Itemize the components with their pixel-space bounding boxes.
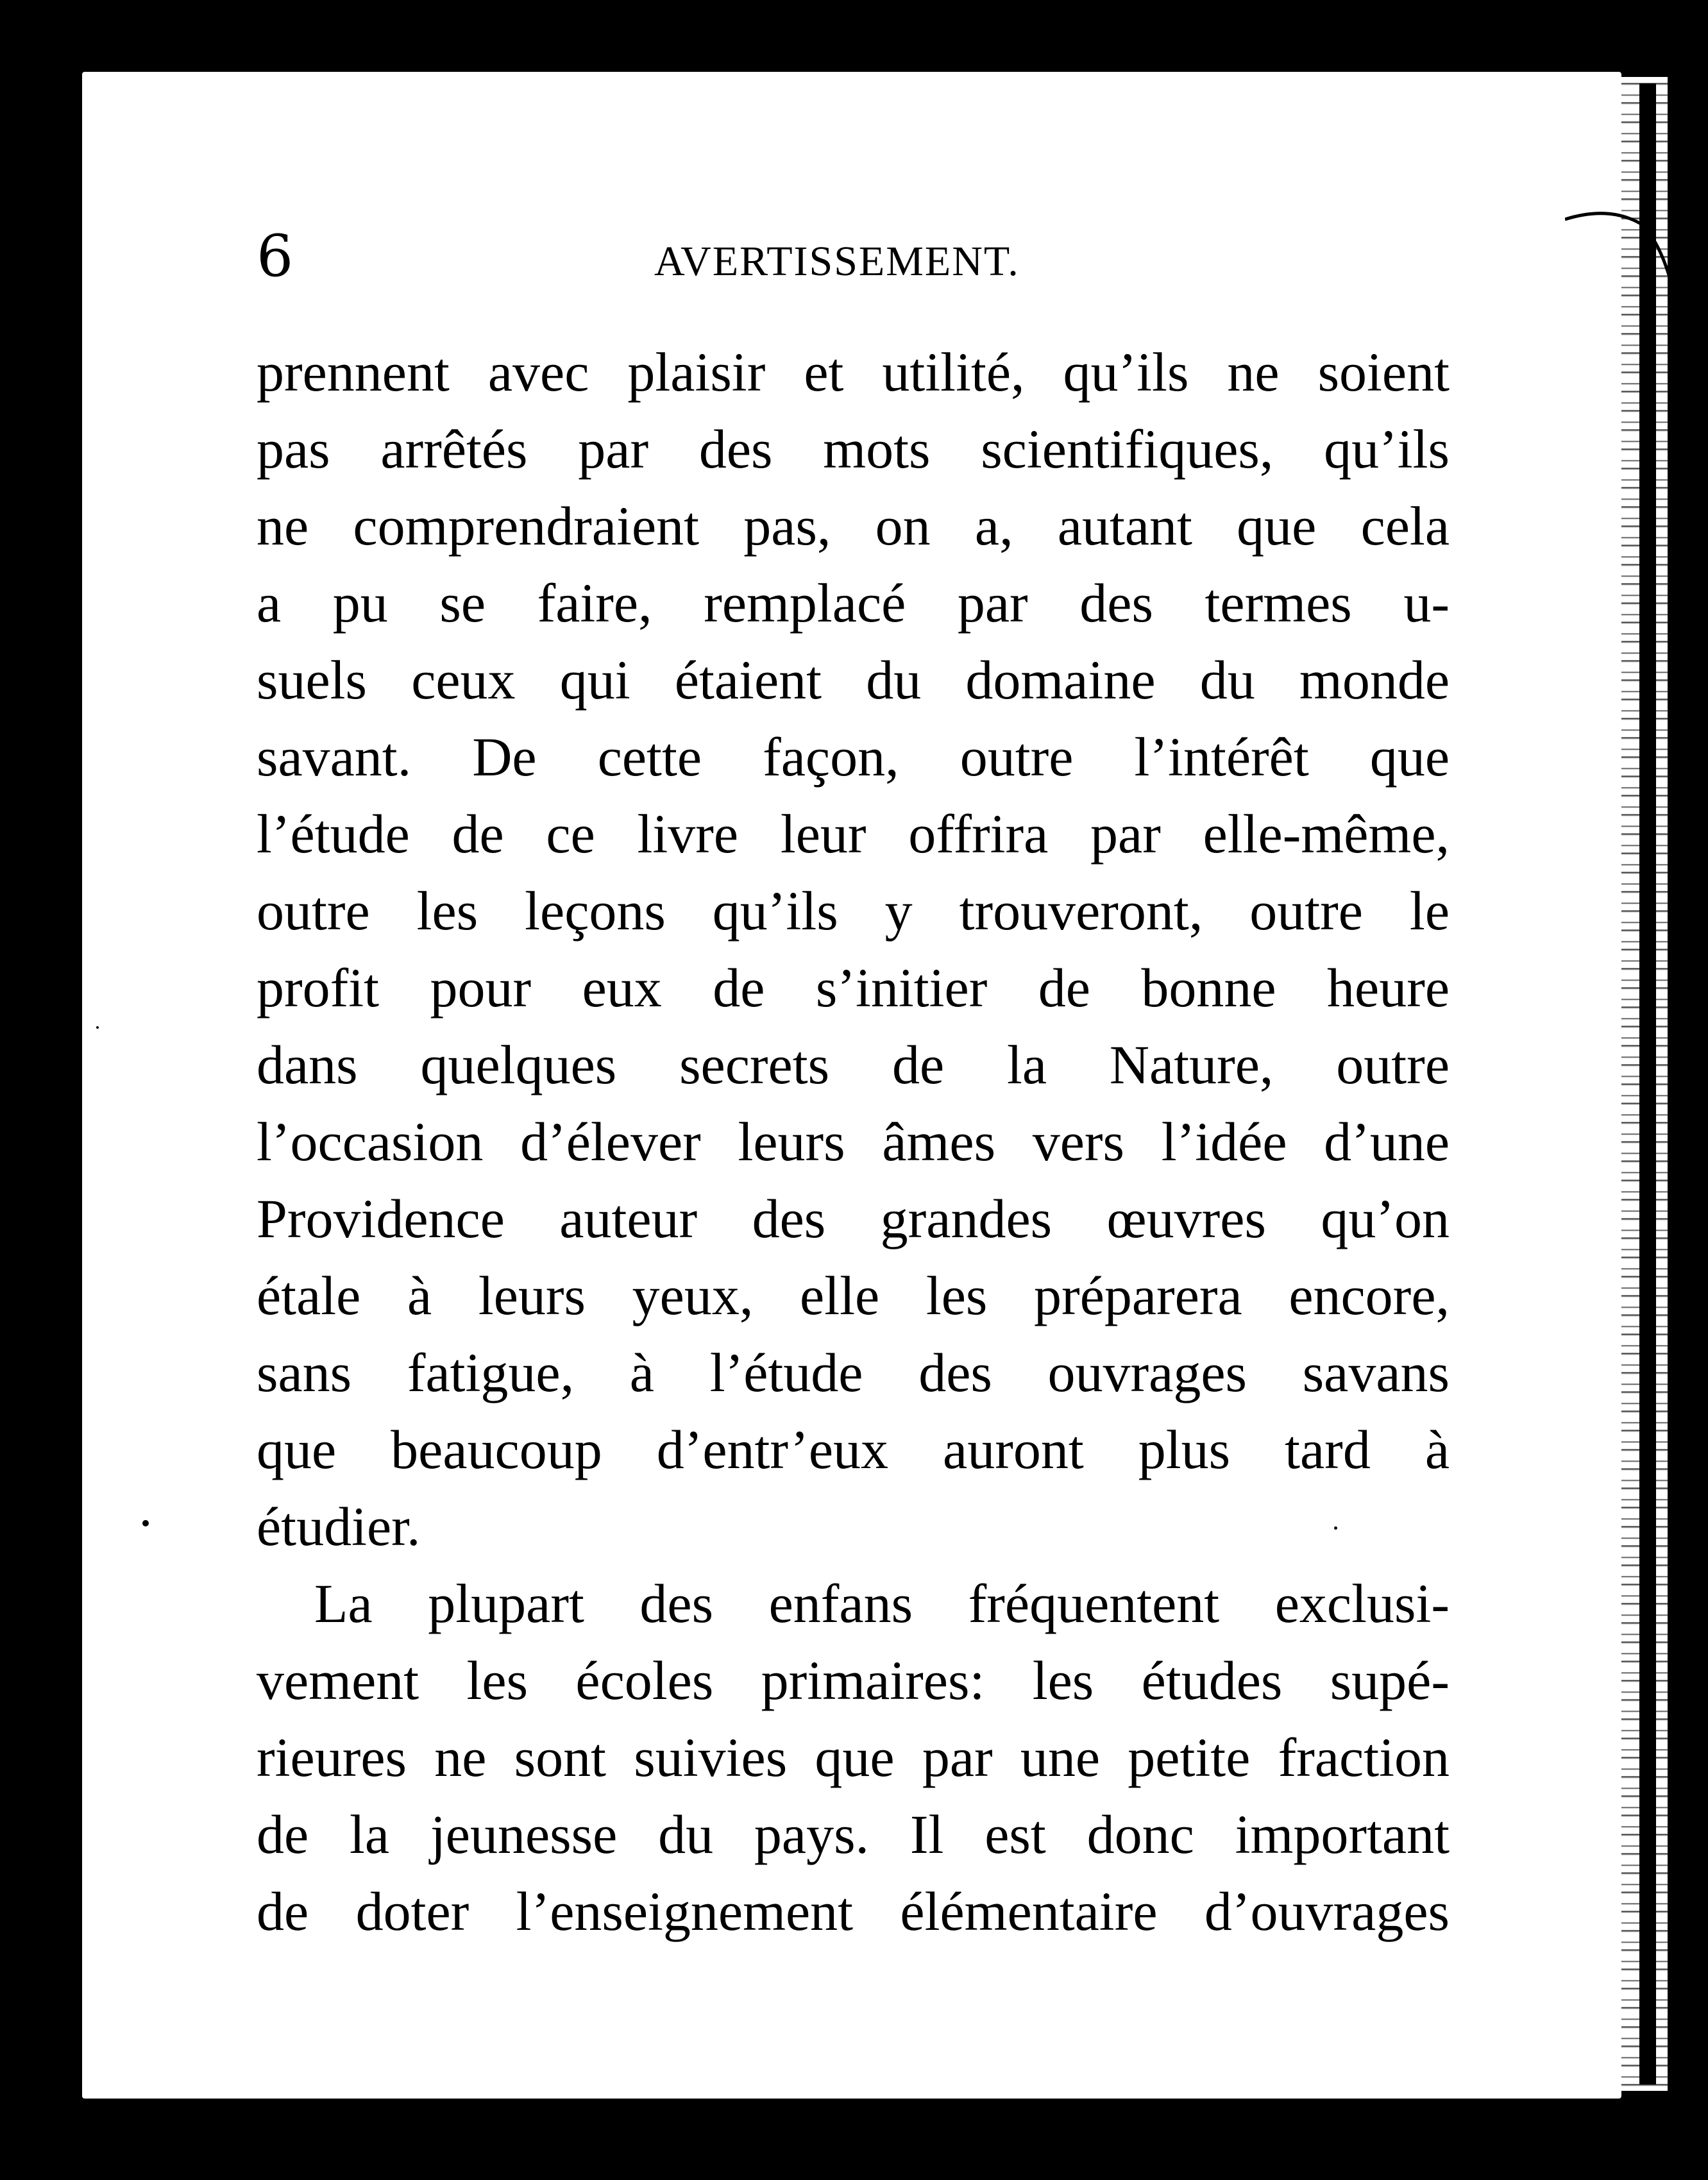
page-corner-curl xyxy=(1565,205,1674,295)
running-title: AVERTISSEMENT. xyxy=(654,238,1020,285)
book-spine xyxy=(1639,83,1656,2084)
text-line: a pu se faire, remplacé par des termes u- xyxy=(257,572,1450,634)
text-line: étale à leurs yeux, elle les préparera encore, xyxy=(257,1265,1450,1326)
text-line: de la jeunesse du pays. Il est donc important xyxy=(257,1804,1450,1865)
scan-speck xyxy=(142,1520,149,1526)
paragraph-2 xyxy=(257,1565,1450,1950)
text-line: savant. De cette façon, outre l’intérêt que xyxy=(257,726,1450,788)
text-line: Providence auteur des grandes œuvres qu’on xyxy=(257,1188,1450,1249)
text-line: vement les écoles primaires: les études supé- xyxy=(257,1650,1450,1711)
text-line: de doter l’enseignement élémentaire d’ouvrages xyxy=(257,1880,1450,1942)
paragraph-1 xyxy=(257,334,1450,1565)
text-line: prennent avec plaisir et utilité, qu’ils ne soient xyxy=(257,341,1450,403)
text-line: suels ceux qui étaient du domaine du monde xyxy=(257,649,1450,711)
text-line: pas arrêtés par des mots scientifiques, qu’ils xyxy=(257,418,1450,480)
text-line: profit pour eux de s’initier de bonne heure xyxy=(257,957,1450,1018)
text-line: sans fatigue, à l’étude des ouvrages savans xyxy=(257,1342,1450,1403)
text-line: étudier. xyxy=(257,1496,421,1557)
text-line: outre les leçons qu’ils y trouveront, outre le xyxy=(257,880,1450,942)
scan-speck xyxy=(96,1026,99,1029)
text-line: l’occasion d’élever leurs âmes vers l’idée d’une xyxy=(257,1111,1450,1172)
body-text xyxy=(257,334,1450,1950)
text-line: La plupart des enfans fréquentent exclusi- xyxy=(314,1573,1450,1634)
text-line: rieures ne sont suivies que par une petite fraction xyxy=(257,1727,1450,1788)
text-line: ne comprendraient pas, on a, autant que cela xyxy=(257,495,1450,557)
text-line: l’étude de ce livre leur offrira par elle-même, xyxy=(257,803,1450,865)
text-line: que beaucoup d’entr’eux auront plus tard à xyxy=(257,1419,1450,1480)
page-number: 6 xyxy=(257,223,294,290)
text-line: dans quelques secrets de la Nature, outre xyxy=(257,1034,1450,1095)
running-head xyxy=(257,221,1475,292)
